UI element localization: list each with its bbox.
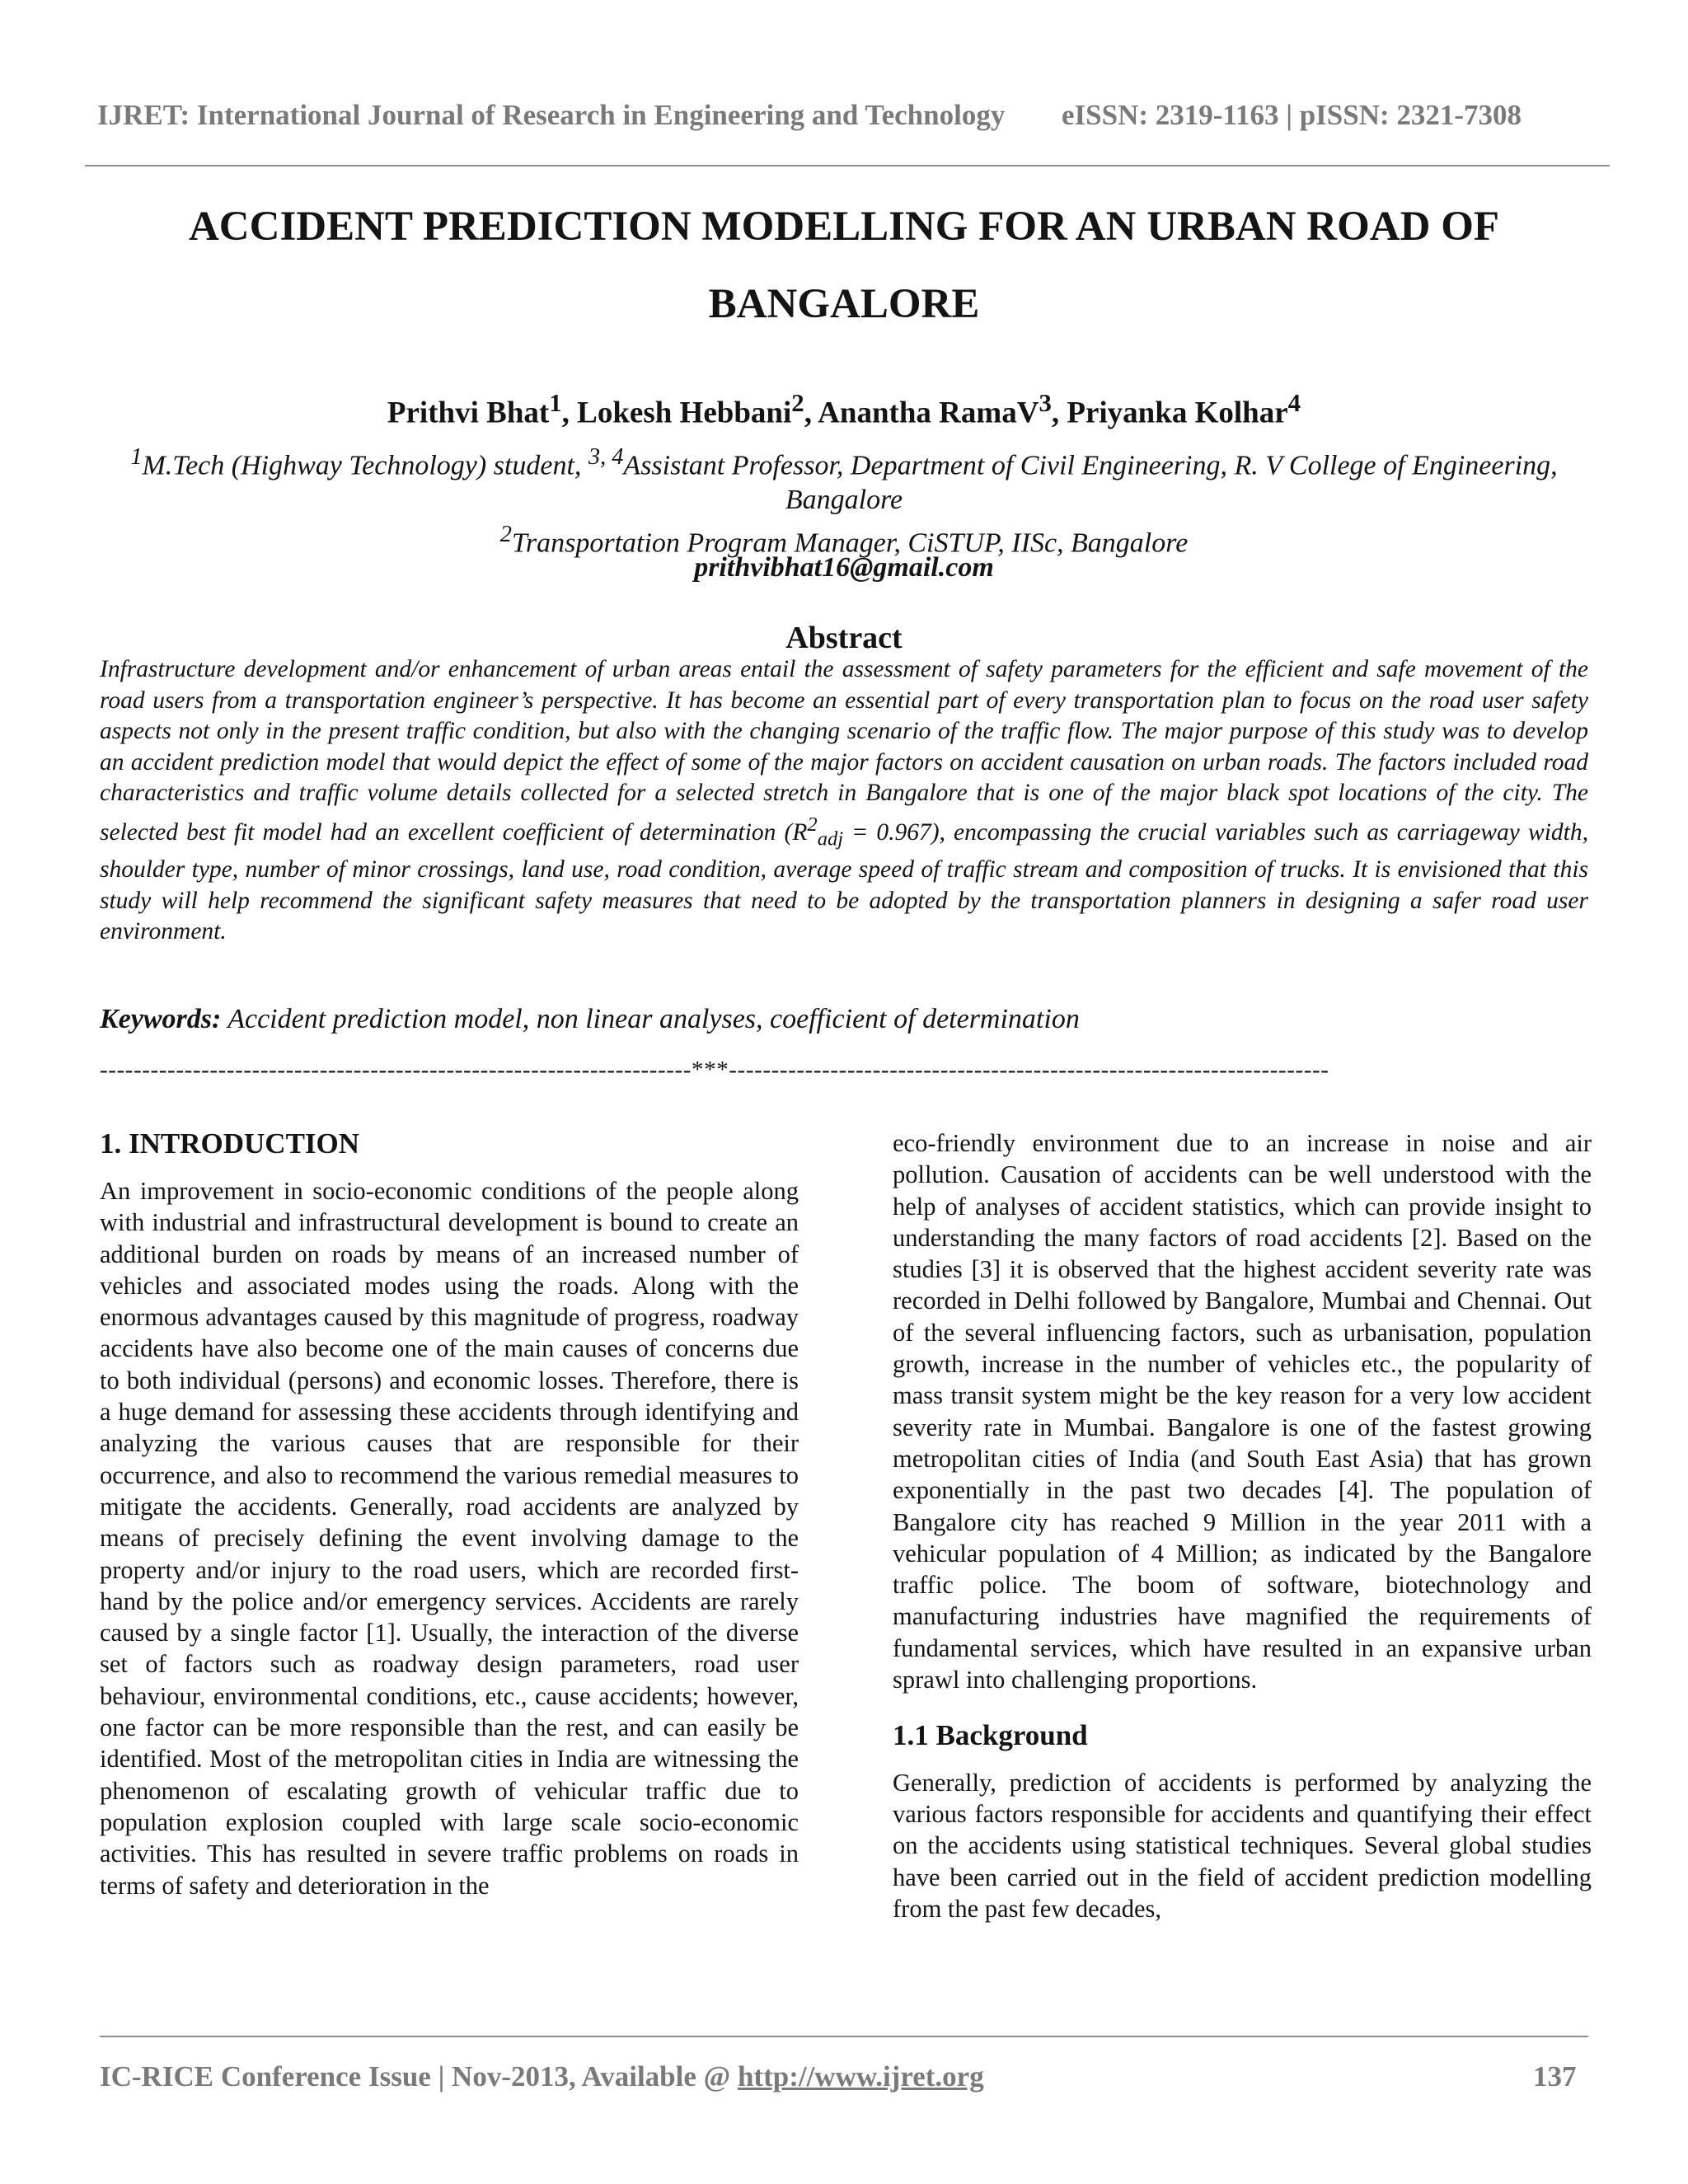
title-line-1: ACCIDENT PREDICTION MODELLING FOR AN URBAN ROAD OF (188, 204, 1500, 250)
author-name: Anantha RamaV (818, 396, 1039, 430)
journal-link[interactable]: http://www.ijret.org (737, 2060, 984, 2093)
r-squared-sup: 2 (807, 813, 818, 836)
author-separator: , (561, 396, 578, 430)
abstract-body (100, 654, 1588, 948)
journal-header: IJRET: International Journal of Research in Engineering and Technology (97, 99, 1006, 131)
r-squared-sub: adj (817, 827, 844, 851)
author-sup: 3 (1039, 389, 1052, 417)
affiliation-text: Assistant Professor, Department of Civil Engineering, R. V College of Engineering, Bangalore (623, 450, 1558, 516)
background-heading: 1.1 Background (893, 1719, 1088, 1752)
issn-header: eISSN: 2319-1163 | pISSN: 2321-7308 (1062, 99, 1522, 131)
affiliation-text: M.Tech (Highway Technology) student, (142, 450, 588, 481)
header-rule (85, 165, 1610, 166)
footer-issue: IC-RICE Conference Issue | Nov-2013, Available @ (100, 2060, 738, 2093)
intro-heading: 1. INTRODUCTION (100, 1127, 360, 1160)
keywords (100, 1004, 1588, 1035)
author-separator: , (1051, 396, 1067, 430)
author-list (82, 389, 1606, 430)
affiliation-1-and-34 (115, 440, 1573, 518)
author-separator: , (804, 396, 818, 430)
keywords-label: Keywords: (100, 1004, 222, 1034)
author-name: Lokesh Hebbani (577, 396, 792, 430)
footer-rule (100, 2036, 1588, 2037)
title-line-2: BANGALORE (708, 281, 980, 327)
affiliation-sup: 2 (499, 522, 512, 548)
affiliation-text: Transportation Program Manager, CiSTUP, IISc, Bangalore (511, 527, 1189, 559)
author-sup: 2 (791, 389, 804, 417)
author-name: Priyanka Kolhar (1067, 396, 1288, 430)
intro-paragraph-left: An improvement in socio-economic conditions of the people along with industrial and infrastructural development is bound to create an additional burden on roads by means of an increased number of vehicles and associated modes using the roads. Along with the enormous advantages caused by this magnitude of progress, roadway accidents have also become one of the main causes of concerns due to both individual (persons) and economic losses. Therefore, there is a huge demand for assessing these accidents through identifying and analyzing the various causes that are responsible for their occurrence, and also to recommend the various remedial measures to mitigate the accidents. Generally, road accidents are analyzed by means of precisely defining the event involving damage to the property and/or injury to the road users, which are recorded first-hand by the police and/or emergency services. Accidents are rarely caused by a single factor [1]. Usually, the interaction of the diverse set of factors such as roadway design parameters, road user behaviour, environmental conditions, etc., cause accidents; however, one factor can be more responsible than the rest, and can easily be identified. Most of the metropolitan cities in India are witnessing the phenomenon of escalating growth of vehicular traffic due to population explosion coupled with large scale socio-economic activities. This has resulted in severe traffic problems on roads in terms of safety and deterioration in the (100, 1177, 799, 1900)
footer-text (100, 2060, 984, 2093)
abstract-heading: Abstract (785, 621, 903, 655)
section-separator: ----------------------------------------------------------------------***----------------------------------------------------------------------- (100, 1057, 1329, 1083)
paper-title (82, 188, 1606, 343)
background-paragraph: Generally, prediction of accidents is performed by analyzing the various factors responsible for accidents and quantifying their effect on the accidents using statistical techniques. Several global studies have been carried out in the field of accident prediction modelling from the past few decades, (893, 1768, 1592, 1923)
affiliations (115, 440, 1573, 561)
author-sup: 4 (1287, 389, 1301, 417)
abstract-text: Infrastructure development and/or enhancement of urban areas entail the assessment of safety parameters for the efficient and safe movement of the road users from a transportation engineer’s perspective. It has become an essential part of every transportation plan to focus on the road user safety aspects not only in the present traffic condition, but also with the changing scenario of the traffic flow. The major purpose of this study was to develop an accident prediction model that would depict the effect of some of the major factors on accident causation on urban roads. The factors included road characteristics and traffic volume details collected for a selected stretch in Bangalore that is one of the major black spot locations of the city. The selected best fit model had an excellent coefficient of determination (R (100, 656, 1588, 846)
page-number: 137 (1533, 2060, 1577, 2093)
affiliation-sup: 3, 4 (588, 444, 624, 470)
left-column (100, 1175, 799, 1901)
author-name: Prithvi Bhat (387, 396, 550, 430)
keywords-text: Accident prediction model, non linear analyses, coefficient of determination (221, 1004, 1080, 1034)
author-email[interactable]: prithvibhat16@gmail.com (694, 552, 994, 583)
affiliation-sup: 1 (130, 444, 143, 470)
author-sup: 1 (549, 389, 562, 417)
right-column (893, 1127, 1592, 1924)
abstract-text: = 0.967), encompassing the crucial variables such as carriageway width, shoulder type, number of minor crossings, land use, road condition, average speed of traffic stream and composition of trucks. It is envisioned that this study will help recommend the significant safety measures that need to be adopted by the transportation planners in designing a safer road user environment. (100, 818, 1588, 945)
intro-paragraph-right: eco-friendly environment due to an increase in noise and air pollution. Causation of accidents can be well understood with the help of analyses of accident statistics, which can provide insight to understanding the many factors of road accidents [2]. Based on the studies [3] it is observed that the highest accident severity rate was recorded in Delhi followed by Bangalore, Mumbai and Chennai. Out of the several influencing factors, such as urbanisation, population growth, increase in the number of vehicles etc., the popularity of mass transit system might be the key reason for a very low accident severity rate in Mumbai. Bangalore is one of the fastest growing metropolitan cities of India (and South East Asia) that has grown exponentially in the past two decades [4]. The population of Bangalore city has reached 9 Million in the year 2011 with a vehicular population of 4 Million; as indicated by the Bangalore traffic police. The boom of software, biotechnology and manufacturing industries have magnified the requirements of fundamental services, which have resulted in an expansive urban sprawl into challenging proportions. (893, 1129, 1592, 1694)
